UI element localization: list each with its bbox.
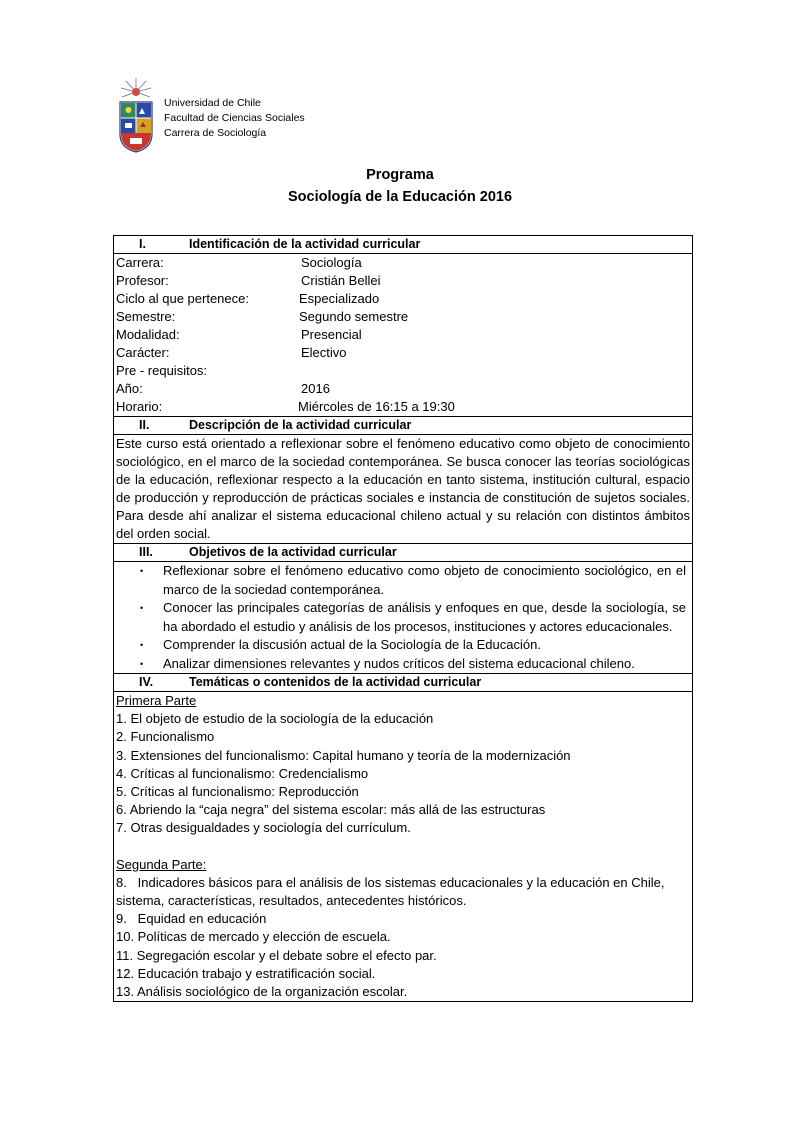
part-one-title: Primera Parte xyxy=(116,693,197,708)
section-header-objectives xyxy=(114,544,692,562)
bullet-icon: • xyxy=(140,603,144,613)
field-value: Sociología xyxy=(301,255,362,270)
list-item: 8. Indicadores básicos para el análisis de los sistemas educacionales y la educación en Chile, sistema, características, resultados, antecedentes históricos. xyxy=(116,874,669,909)
contents-body xyxy=(114,692,692,1001)
field-value: Presencial xyxy=(301,327,362,342)
bullet-icon: • xyxy=(140,566,144,576)
list-item: 7. Otras desigualdades y sociología del currículum. xyxy=(116,820,411,836)
section-number: II. xyxy=(139,418,150,432)
list-item: 6. Abriendo la “caja negra” del sistema escolar: más allá de las estructuras xyxy=(116,802,546,818)
program-table xyxy=(113,235,693,1002)
field-value: Electivo xyxy=(301,345,347,360)
field-value: 2016 xyxy=(301,381,330,396)
career-name: Carrera de Sociología xyxy=(164,127,267,139)
university-name: Universidad de Chile xyxy=(164,97,261,109)
section-number: III. xyxy=(139,545,153,559)
identification-row xyxy=(114,398,692,416)
description-paragraph: Este curso está orientado a reflexionar sobre el fenómeno educativo como objeto de conocimiento sociológico, en el marco de la sociedad contemporánea. Se busca conocer las teorías sociológicas de la educación, reflexionar respecto a la educación en tanto sistema, institución cultural, espacio de producción y reproducción de prácticas sociales e instancia de constitución de sujetos sociales. Para desde ahí analizar el sistema educacional chileno actual y su relación con distintos ámbitos del orden social. xyxy=(116,436,690,541)
identification-body xyxy=(114,254,692,417)
field-label: Pre - requisitos: xyxy=(116,363,208,378)
list-item: 9. Equidad en educación xyxy=(116,911,267,927)
field-label: Modalidad: xyxy=(116,327,180,342)
identification-row xyxy=(114,362,692,380)
part-two-title: Segunda Parte: xyxy=(116,856,207,872)
description-body xyxy=(114,435,692,544)
section-title: Objetivos de la actividad curricular xyxy=(189,545,397,559)
document-subtitle: Sociología de la Educación 2016 xyxy=(287,189,513,205)
section-title: Temáticas o contenidos de la actividad curricular xyxy=(189,675,482,689)
objectives-body xyxy=(114,562,692,674)
university-header xyxy=(116,78,416,154)
list-item xyxy=(114,655,692,674)
list-item xyxy=(114,599,692,636)
identification-row xyxy=(114,272,692,290)
list-item xyxy=(114,562,692,599)
field-label: Horario: xyxy=(116,399,163,414)
list-item: 1. El objeto de estudio de la sociología de la educación xyxy=(116,711,434,727)
list-item: 2. Funcionalismo xyxy=(116,729,215,745)
list-item: 3. Extensiones del funcionalismo: Capital humano y teoría de la modernización xyxy=(116,747,571,763)
section-title: Identificación de la actividad curricular xyxy=(189,237,421,251)
field-label: Profesor: xyxy=(116,273,169,288)
section-title: Descripción de la actividad curricular xyxy=(189,418,412,432)
objectives-list xyxy=(114,562,692,673)
section-header-description xyxy=(114,417,692,435)
university-crest-icon xyxy=(116,78,156,154)
field-value: Miércoles de 16:15 a 19:30 xyxy=(298,399,455,414)
objective-text: Comprender la discusión actual de la Sociología de la Educación. xyxy=(163,637,541,652)
bullet-icon: • xyxy=(140,658,144,669)
list-item: 13. Análisis sociológico de la organización escolar. xyxy=(116,984,408,1000)
section-number: IV. xyxy=(139,675,154,689)
identification-row xyxy=(114,344,692,362)
list-item: 4. Críticas al funcionalismo: Credencialismo xyxy=(116,765,369,781)
section-header-identification xyxy=(114,236,692,254)
field-value: Cristián Bellei xyxy=(301,273,381,288)
list-item xyxy=(114,636,692,655)
field-label: Carácter: xyxy=(116,345,170,360)
field-label: Año: xyxy=(116,381,143,396)
field-value: Especializado xyxy=(299,291,380,306)
field-label: Carrera: xyxy=(116,255,164,270)
list-item: 5. Críticas al funcionalismo: Reproducción xyxy=(116,784,359,800)
section-number: I. xyxy=(139,237,146,251)
document-title: Programa xyxy=(366,167,434,183)
field-label: Ciclo al que pertenece: xyxy=(116,291,249,306)
section-header-contents xyxy=(114,674,692,692)
field-label: Semestre: xyxy=(116,309,176,324)
identification-row xyxy=(114,290,692,308)
identification-row xyxy=(114,308,692,326)
bullet-icon: • xyxy=(140,640,144,650)
identification-row xyxy=(114,380,692,398)
list-item: 12. Educación trabajo y estratificación social. xyxy=(116,965,376,981)
objective-text: Analizar dimensiones relevantes y nudos críticos del sistema educacional chileno. xyxy=(163,655,635,671)
identification-row xyxy=(114,254,692,272)
list-item: 11. Segregación escolar y el debate sobre el efecto par. xyxy=(116,947,437,963)
objective-text: Conocer las principales categorías de análisis y enfoques en que, desde la sociología, se ha abordado el estudio y análisis de los procesos, instituciones y actores educacionales. xyxy=(163,600,686,634)
objective-text: Reflexionar sobre el fenómeno educativo como objeto de conocimiento sociológico, en el marco de la sociedad contemporánea. xyxy=(163,563,686,597)
list-item: 10. Políticas de mercado y elección de escuela. xyxy=(116,929,391,945)
identification-row xyxy=(114,326,692,344)
field-value: Segundo semestre xyxy=(299,309,409,324)
faculty-name: Facultad de Ciencias Sociales xyxy=(164,112,305,124)
